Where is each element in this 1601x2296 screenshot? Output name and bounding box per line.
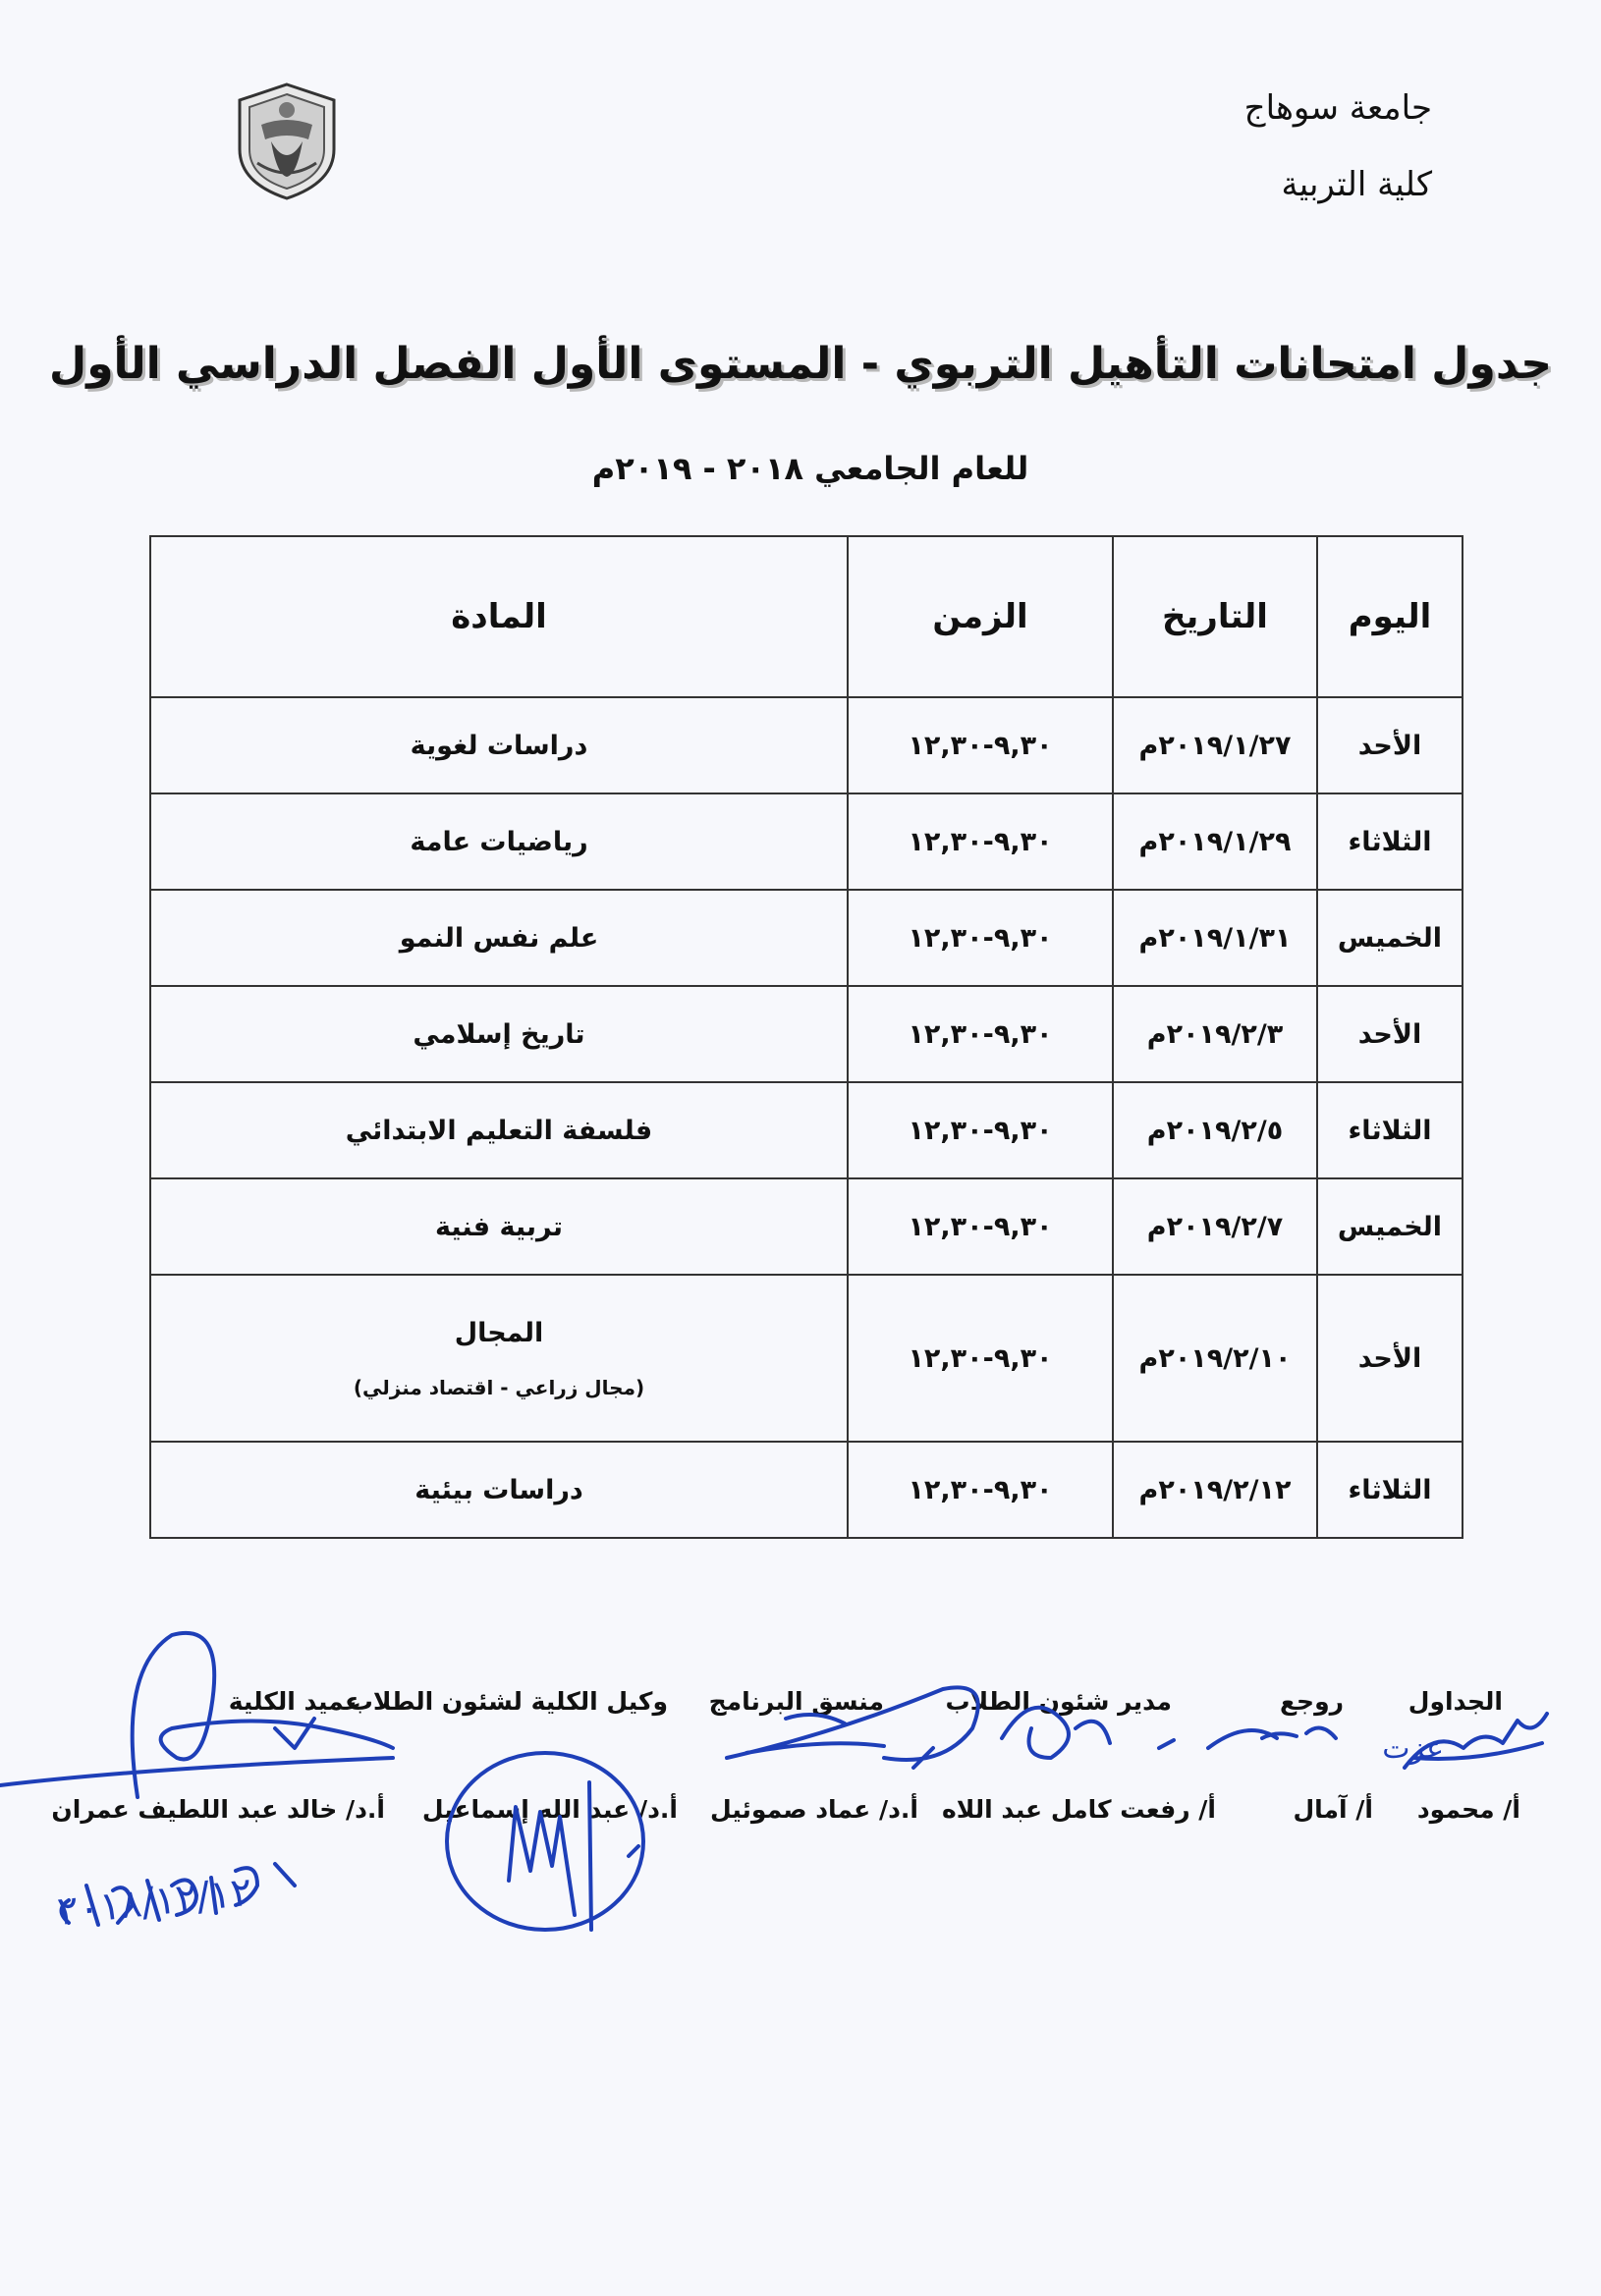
day-cell: الأحد (1317, 986, 1463, 1082)
time-cell: ٩,٣٠-١٢,٣٠ (848, 1082, 1113, 1178)
header-subject: المادة (150, 536, 848, 697)
time-cell: ٩,٣٠-١٢,٣٠ (848, 1178, 1113, 1275)
subject-cell: دراسات بيئية (150, 1442, 848, 1538)
date-cell: ٢٠١٩/٢/٥م (1113, 1082, 1317, 1178)
handwritten-initials-text: عزت (1382, 1731, 1444, 1766)
manager-signature-icon (1002, 1708, 1277, 1758)
signature-name: أ/ آمال (1293, 1795, 1373, 1824)
date-cell: ٢٠١٩/١/٢٧م (1113, 697, 1317, 793)
time-cell: ٩,٣٠-١٢,٣٠ (848, 890, 1113, 986)
signature-name: أ.د/ عماد صموئيل (710, 1795, 918, 1824)
header-date: التاريخ (1113, 536, 1317, 697)
university-name: جامعة سوهاج (1243, 88, 1432, 128)
page-title: جدول امتحانات التأهيل التربوي - المستوى الأول الفصل الدراسي الأول (49, 339, 1552, 389)
date-cell: ٢٠١٩/٢/١٠م (1113, 1275, 1317, 1442)
signature-name: أ/ محمود (1416, 1795, 1520, 1824)
signature-role: الجداول (1408, 1687, 1503, 1716)
day-cell: الثلاثاء (1317, 793, 1463, 890)
date-cell: ٢٠١٩/٢/١٢م (1113, 1442, 1317, 1538)
subject-cell: علم نفس النمو (150, 890, 848, 986)
day-cell: الأحد (1317, 697, 1463, 793)
dean-signature-icon (0, 1633, 393, 1797)
date-cell: ٢٠١٩/١/٣١م (1113, 890, 1317, 986)
day-cell: الخميس (1317, 890, 1463, 986)
subject-cell: تربية فنية (150, 1178, 848, 1275)
header-time: الزمن (848, 536, 1113, 697)
day-cell: الأحد (1317, 1275, 1463, 1442)
subject-cell: فلسفة التعليم الابتدائي (150, 1082, 848, 1178)
time-cell: ٩,٣٠-١٢,٣٠ (848, 986, 1113, 1082)
faculty-name: كلية التربية (1281, 165, 1432, 204)
coordinator-signature-icon (727, 1687, 978, 1768)
date-cell: ٢٠١٩/٢/٧م (1113, 1178, 1317, 1275)
time-cell: ٩,٣٠-١٢,٣٠ (848, 793, 1113, 890)
signature-role: مدير شئون الطلاب (945, 1687, 1172, 1716)
day-cell: الثلاثاء (1317, 1082, 1463, 1178)
handwritten-date-text: ٢٠١٨/١٢/١٢ (55, 1869, 254, 1935)
time-cell: ٩,٣٠-١٢,٣٠ (848, 697, 1113, 793)
date-cell: ٢٠١٩/١/٢٩م (1113, 793, 1317, 890)
vice-dean-signature-icon (509, 1782, 638, 1930)
signature-role: منسق البرنامج (708, 1687, 884, 1716)
signature-role: روجع (1279, 1687, 1344, 1716)
signature-name: أ.د/ عبد الله إسماعيل (421, 1795, 678, 1824)
subject-cell: رياضيات عامة (150, 793, 848, 890)
signature-role: وكيل الكلية لشئون الطلاب (348, 1687, 668, 1716)
subject-cell: تاريخ إسلامي (150, 986, 848, 1082)
day-cell: الثلاثاء (1317, 1442, 1463, 1538)
subject-main: المجال (454, 1317, 544, 1348)
subject-note: (مجال زراعي - اقتصاد منزلي) (353, 1375, 645, 1399)
signature-name: أ/ رفعت كامل عبد اللاه (942, 1795, 1216, 1824)
subject-cell: دراسات لغوية (150, 697, 848, 793)
day-cell: الخميس (1317, 1178, 1463, 1275)
time-cell: ٩,٣٠-١٢,٣٠ (848, 1275, 1113, 1442)
time-cell: ٩,٣٠-١٢,٣٠ (848, 1442, 1113, 1538)
academic-year-subtitle: للعام الجامعي ٢٠١٨ - ٢٠١٩م (591, 450, 1029, 487)
header-day: اليوم (1317, 536, 1463, 697)
signature-name: أ.د/ خالد عبد اللطيف عمران (51, 1795, 385, 1824)
signature-role: عميد الكلية (228, 1687, 361, 1716)
date-cell: ٢٠١٩/٢/٣م (1113, 986, 1317, 1082)
